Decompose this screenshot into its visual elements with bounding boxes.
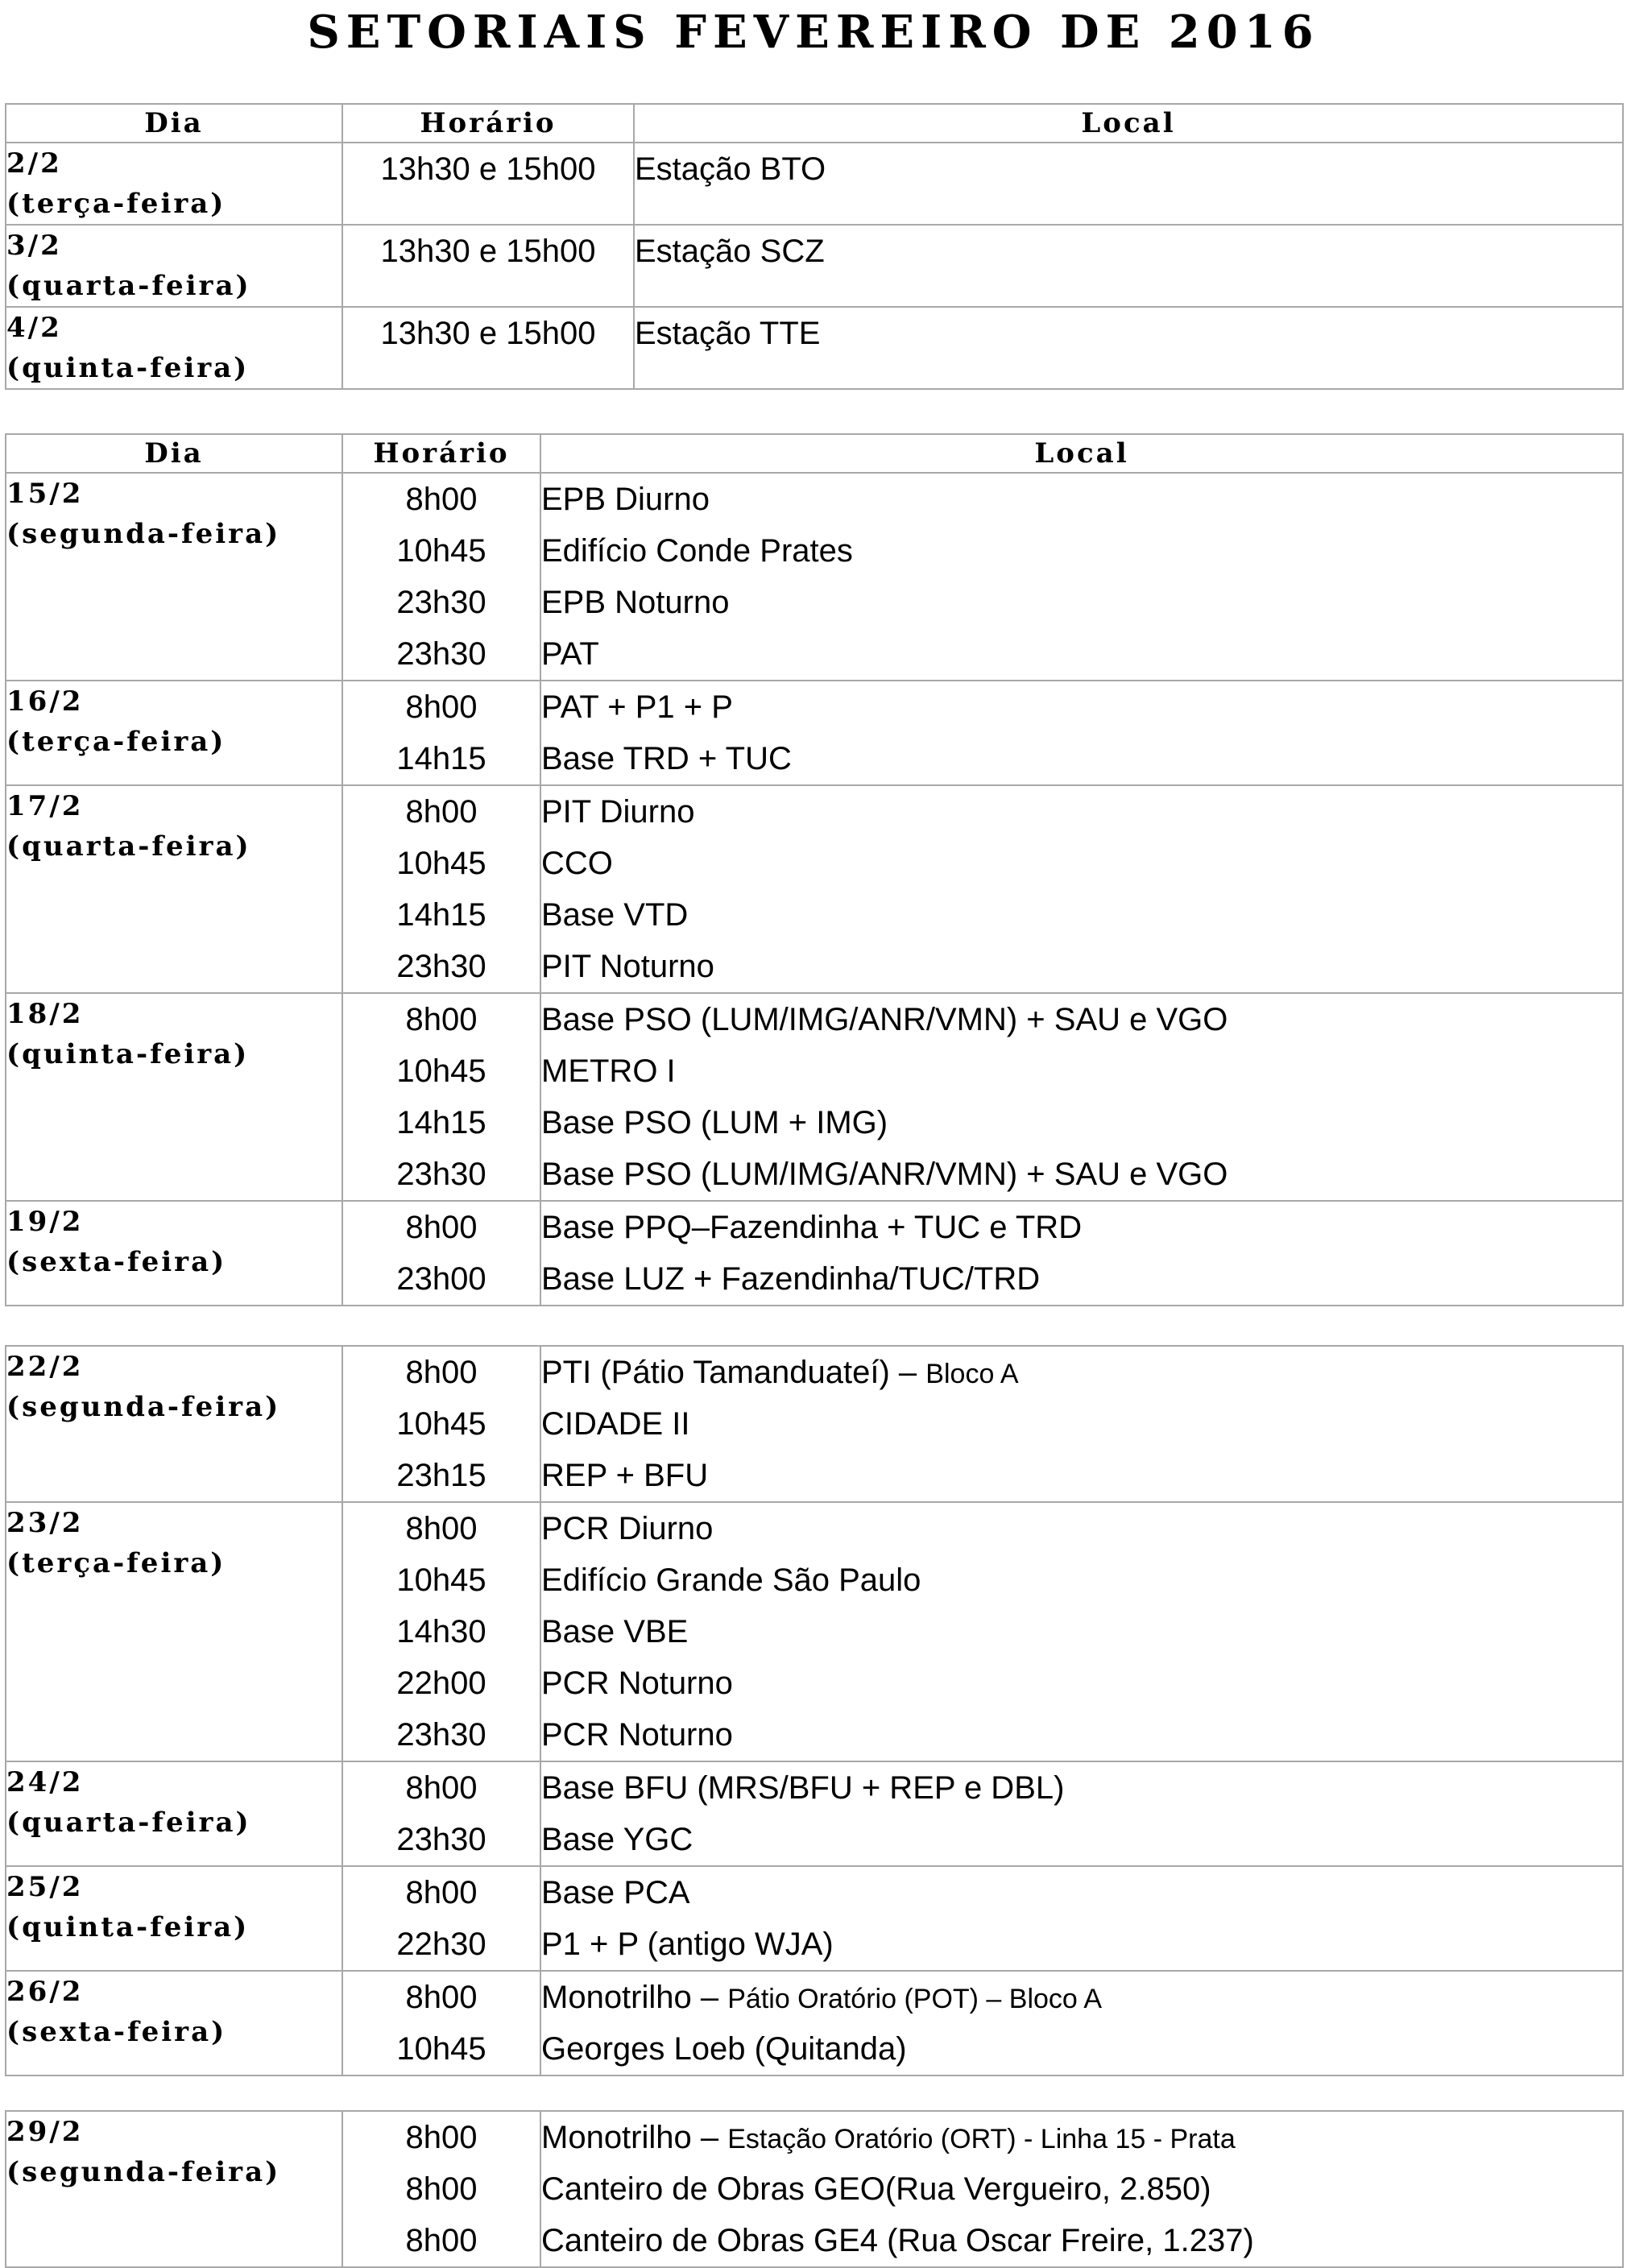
time-slot: 10h45 [396,1406,486,1442]
place-name: Base VTD [541,897,689,933]
place-name: Canteiro de Obras GEO(Rua Vergueiro, 2.850) [541,2171,1211,2207]
place-cell [634,307,1623,389]
place-entry [541,733,1622,784]
place-entry [541,474,1622,525]
time-cell [342,307,634,389]
schedule-table-3 [5,1345,1624,2076]
column-header-day: Dia [6,434,342,473]
schedule-row [6,1971,1623,2076]
day-weekday: (terça-feira) [6,726,226,758]
schedule-row [6,681,1623,785]
time-cell [342,993,540,1201]
schedule-row [6,1346,1623,1502]
place-cell [540,1866,1623,1971]
day-date: 24/2 [6,1766,84,1798]
time-slot: 23h30 [396,1157,486,1192]
place-name: Base VBE [541,1614,689,1649]
place-cell [540,2111,1623,2267]
time-slot: 10h45 [396,533,486,569]
place-name: Base BFU (MRS/BFU + REP e DBL) [541,1770,1065,1806]
time-cell [342,1201,540,1306]
day-cell [6,307,342,389]
time-slot: 13h30 e 15h00 [380,316,596,351]
day-cell [6,1201,342,1306]
place-entry [541,1253,1622,1305]
day-weekday: (sexta-feira) [6,2016,227,2048]
column-header-time: Horário [342,104,634,143]
place-entry [541,994,1622,1045]
place-entry [541,1606,1622,1658]
place-entry [541,2215,1622,2266]
schedule-row [6,307,1623,389]
schedule-row [6,473,1623,681]
schedule-row [6,1502,1623,1761]
schedule-row [6,225,1623,307]
place-cell [540,1346,1623,1502]
place-entry [541,1398,1622,1450]
time-slot: 8h00 [405,1210,478,1245]
day-weekday: (segunda-feira) [6,518,281,550]
day-weekday: (quinta-feira) [6,1911,250,1943]
day-weekday: (quinta-feira) [6,1038,250,1070]
day-weekday: (terça-feira) [6,1547,226,1579]
day-weekday: (quarta-feira) [6,1807,251,1839]
place-name: CCO [541,846,613,881]
place-entry [541,1762,1622,1814]
place-entry [541,2023,1622,2075]
time-slot: 8h00 [405,1511,478,1546]
time-slot: 14h15 [396,897,486,933]
time-cell [342,473,540,681]
schedule-row [6,1201,1623,1306]
day-date: 25/2 [6,1871,84,1903]
day-weekday: (segunda-feira) [6,1391,281,1423]
place-name: Base PPQ–Fazendinha + TUC e TRD [541,1210,1083,1245]
day-cell [6,785,342,993]
place-cell [540,1502,1623,1761]
table-header-row [6,104,1623,143]
place-entry [541,525,1622,577]
day-cell [6,1346,342,1502]
time-slot: 10h45 [396,2031,486,2067]
day-cell [6,225,342,307]
place-name: PAT [541,636,599,672]
place-entry [541,941,1622,992]
day-weekday: (sexta-feira) [6,1246,227,1278]
place-entry [541,577,1622,628]
time-slot: 8h00 [405,2171,478,2207]
place-name: Estação BTO [635,151,826,187]
place-entry [541,1148,1622,1200]
place-name: Edifício Grande São Paulo [541,1562,921,1598]
time-slot: 13h30 e 15h00 [380,151,596,187]
day-date: 17/2 [6,790,84,822]
time-slot: 22h30 [396,1927,486,1962]
day-cell [6,2111,342,2267]
time-slot: 8h00 [405,1875,478,1910]
place-entry [541,786,1622,838]
time-slot: 10h45 [396,1562,486,1598]
place-name: Base PCA [541,1875,690,1910]
time-slot: 23h30 [396,949,486,984]
place-name: EPB Diurno [541,482,710,517]
schedule-row [6,785,1623,993]
place-cell [540,681,1623,785]
place-name: Base PSO (LUM + IMG) [541,1105,888,1140]
place-cell [634,225,1623,307]
schedule-table-1 [5,103,1624,390]
time-slot: 8h00 [405,689,478,725]
day-date: 23/2 [6,1507,84,1539]
place-name: Base LUZ + Fazendinha/TUC/TRD [541,1261,1041,1297]
place-entry [635,308,1622,359]
time-cell [342,1502,540,1761]
day-date: 15/2 [6,478,84,510]
time-cell [342,225,634,307]
day-date: 16/2 [6,685,84,718]
schedule-row [6,2111,1623,2267]
place-name: EPB Noturno [541,585,730,620]
day-cell [6,993,342,1201]
place-name: Estação SCZ [635,234,825,269]
time-cell [342,1971,540,2076]
place-name: PIT Diurno [541,794,695,830]
time-cell [342,681,540,785]
place-entry [541,1972,1622,2023]
day-date: 22/2 [6,1351,84,1383]
time-slot: 8h00 [405,794,478,830]
place-name: Edifício Conde Prates [541,533,853,569]
schedule-row [6,143,1623,225]
place-name: Georges Loeb (Quitanda) [541,2031,907,2067]
place-entry [541,838,1622,889]
time-cell [342,1761,540,1866]
day-weekday: (quinta-feira) [6,352,250,384]
place-name: Base TRD + TUC [541,741,792,776]
time-slot: 13h30 e 15h00 [380,234,596,269]
time-slot: 14h15 [396,1105,486,1140]
place-entry [541,2163,1622,2215]
column-header-day: Dia [6,104,342,143]
place-name: PCR Noturno [541,1717,733,1753]
place-name: PCR Diurno [541,1511,714,1546]
time-slot: 8h00 [405,1770,478,1806]
place-name: P1 + P (antigo WJA) [541,1927,834,1962]
place-entry [635,143,1622,195]
place-entry [541,1045,1622,1097]
place-name: Monotrilho – [541,2120,728,2155]
time-cell [342,1866,540,1971]
day-date: 18/2 [6,998,84,1030]
place-entry [541,1814,1622,1865]
place-entry [541,2112,1622,2163]
place-entry [541,1709,1622,1761]
place-entry [541,681,1622,733]
place-entry [541,1918,1622,1970]
place-name: Monotrilho – [541,1980,728,2015]
day-cell [6,681,342,785]
place-name: Base YGC [541,1822,693,1857]
table-header-row [6,434,1623,473]
column-header-time: Horário [342,434,540,473]
place-name: Canteiro de Obras GE4 (Rua Oscar Freire, 1.237) [541,2223,1254,2258]
page-title: SETORIAIS FEVEREIRO DE 2016 [307,6,1320,59]
place-entry [541,889,1622,941]
place-cell [540,1971,1623,2076]
place-entry [541,1097,1622,1148]
column-header-place: Local [634,104,1623,143]
place-name: PCR Noturno [541,1666,733,1701]
day-date: 4/2 [6,312,62,344]
time-slot: 10h45 [396,846,486,881]
time-slot: 8h00 [405,2223,478,2258]
place-cell [540,785,1623,993]
day-date: 3/2 [6,230,62,262]
place-entry [541,1347,1622,1398]
time-slot: 8h00 [405,482,478,517]
place-name: PIT Noturno [541,949,714,984]
place-name: Base PSO (LUM/IMG/ANR/VMN) + SAU e VGO [541,1002,1228,1037]
time-slot: 10h45 [396,1053,486,1089]
time-cell [342,2111,540,2267]
time-slot: 23h30 [396,1822,486,1857]
day-weekday: (quarta-feira) [6,830,251,863]
time-slot: 23h00 [396,1261,486,1297]
time-cell [342,1346,540,1502]
place-entry [635,226,1622,277]
day-cell [6,1866,342,1971]
place-name: METRO I [541,1053,676,1089]
place-detail: Estação Oratório (ORT) - Linha 15 - Prata [727,2124,1236,2154]
time-slot: 8h00 [405,1355,478,1390]
day-cell [6,1502,342,1761]
day-weekday: (quarta-feira) [6,270,251,302]
time-slot: 8h00 [405,1002,478,1037]
schedule-table-4 [5,2110,1624,2268]
place-entry [541,1867,1622,1918]
day-date: 29/2 [6,2116,84,2148]
schedule-row [6,993,1623,1201]
day-cell [6,1971,342,2076]
day-date: 26/2 [6,1976,84,2008]
day-weekday: (terça-feira) [6,188,226,220]
place-cell [540,993,1623,1201]
place-name: Estação TTE [635,316,821,351]
schedule-table-2 [5,433,1624,1306]
day-cell [6,1761,342,1866]
time-slot: 8h00 [405,1980,478,2015]
time-cell [342,143,634,225]
column-header-place: Local [540,434,1623,473]
time-slot: 8h00 [405,2120,478,2155]
day-date: 2/2 [6,147,62,180]
place-entry [541,1503,1622,1554]
time-slot: 23h30 [396,636,486,672]
place-name: REP + BFU [541,1458,709,1493]
day-weekday: (segunda-feira) [6,2156,281,2188]
place-detail: Bloco A [925,1359,1019,1389]
time-slot: 23h30 [396,585,486,620]
schedule-row [6,1761,1623,1866]
time-slot: 23h30 [396,1717,486,1753]
place-cell [540,473,1623,681]
place-name: PAT + P1 + P [541,689,733,725]
place-cell [540,1201,1623,1306]
time-slot: 14h15 [396,741,486,776]
day-cell [6,473,342,681]
place-name: PTI (Pátio Tamanduateí) – [541,1355,926,1390]
time-cell [342,785,540,993]
place-cell [634,143,1623,225]
time-slot: 14h30 [396,1614,486,1649]
time-slot: 22h00 [396,1666,486,1701]
place-detail: Pátio Oratório (POT) – Bloco A [727,1984,1103,2014]
place-name: CIDADE II [541,1406,690,1442]
place-entry [541,1202,1622,1253]
place-entry [541,1658,1622,1709]
day-date: 19/2 [6,1206,84,1238]
place-cell [540,1761,1623,1866]
place-name: Base PSO (LUM/IMG/ANR/VMN) + SAU e VGO [541,1157,1228,1192]
schedule-row [6,1866,1623,1971]
day-cell [6,143,342,225]
time-slot: 23h15 [396,1458,486,1493]
place-entry [541,1554,1622,1606]
place-entry [541,1450,1622,1501]
place-entry [541,628,1622,680]
